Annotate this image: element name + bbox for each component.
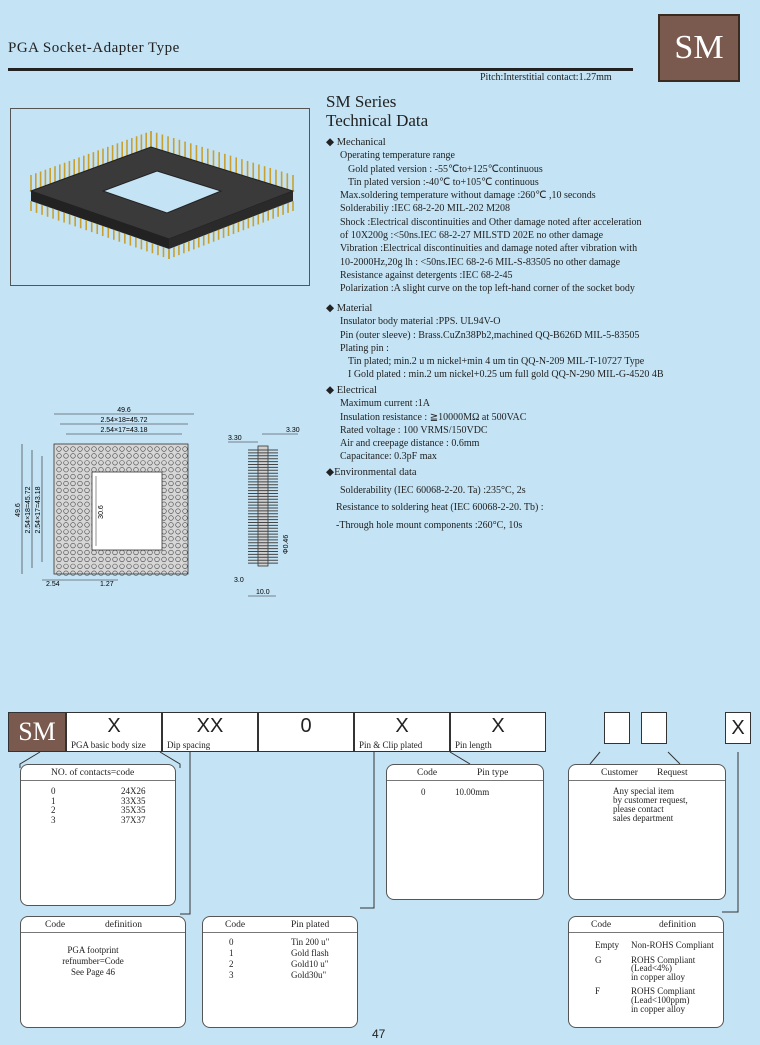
dim-side-bottom-2: 10.0 [256,589,270,596]
row-value: Gold10 u" [291,959,329,969]
mechanical-line: Max.soldering temperature without damage :260℃ ,10 seconds [340,190,596,202]
dim-side-pin: Φ0.46 [283,534,290,554]
customer-text [613,787,725,823]
mechanical-section [326,136,642,296]
row-code: F [595,986,601,997]
electrical-line: Maximum current :1A [340,398,430,410]
mechanical-line: Resistance against detergents :IEC 68-2-45 [340,269,513,281]
pin-type-panel [386,764,544,900]
electrical-line: Capacitance: 0.3pF max [340,451,437,463]
plating-h2: Pin plated [291,919,330,930]
dip-spacing-panel [20,916,186,1028]
row-code: 3 [229,970,234,980]
material-line: I Gold plated : min.2 um nickel+0.25 um full gold QQ-N-290 MIL-G-4520 4B [348,369,664,381]
text-line: by customer request, [613,795,688,805]
rohs-table [595,941,714,1019]
row-code: 3 [51,814,56,825]
pin-type-h1: Code [417,767,438,778]
row-code: 1 [229,948,234,958]
row-code: G [595,954,602,965]
dim-top-2: 2.54×18=45.72 [100,417,148,424]
row-code: 0 [51,786,56,796]
rohs-header [569,917,723,933]
dim-pitch-1: 2.54 [46,581,60,588]
page-number: 47 [372,1027,386,1041]
series-title [326,92,428,130]
mechanical-line: Polarization :A slight curve on the top left-hand corner of the socket body [340,283,635,295]
page-title: PGA Socket-Adapter Type [8,40,180,56]
material-section [326,302,664,382]
electrical-section [326,384,526,464]
rohs-option-box: X [725,712,751,744]
row-code: 2 [229,959,234,969]
contacts-panel [20,764,176,906]
series-title-line2: Technical Data [326,111,429,130]
series-badge: SM [658,14,740,82]
table-row [421,787,489,797]
table-row [229,970,329,981]
electrical-line: Insulation resistance : ≧10000MΩ at 500VAC [340,411,527,423]
dim-pitch-2: 1.27 [100,581,114,588]
environmental-section [326,464,544,534]
pitch-note: Pitch:Interstitial contact:1.27mm [480,72,612,83]
title-rule [8,68,633,71]
dip-text [21,945,185,978]
code-symbol: XX [196,715,224,737]
row-value: 10.00mm [455,787,490,797]
row-definition [631,941,714,956]
row-value: 24X26 [121,786,146,796]
table-row [229,948,329,959]
definition-line: in copper alloy [631,1003,685,1014]
row-value: 37X37 [121,814,146,825]
dip-h2: definition [105,919,142,930]
row-definition [631,956,714,988]
row-code: 2 [51,805,56,815]
front-view-drawing [8,400,218,600]
table-row [595,956,714,988]
mechanical-line: Gold plated version : -55℃to+125℃continuous [348,163,543,175]
definition-line: ROHS Compliant [631,986,696,997]
environmental-line: Solderability (IEC 60068-2-20. Ta) :235°C, 2s [340,484,526,496]
dim-top-1: 49.6 [117,407,131,414]
rohs-panel [568,916,724,1028]
material-heading-text: Material [336,303,373,314]
customer-header [569,765,725,781]
electrical-heading: ◆ Electrical [326,385,377,396]
text-line: sales department [613,813,674,823]
code-symbol: X [395,715,409,737]
electrical-line: Air and creepage distance : 0.6mm [340,438,480,450]
definition-line: Non-ROHS Compliant [631,940,714,950]
electrical-line: Rated voltage : 100 VRMS/150VDC [340,424,488,436]
rohs-h1: Code [591,919,612,930]
pga-socket-illustration [11,109,309,285]
row-value: 35X35 [121,805,146,815]
row-value: Tin 200 u" [291,937,330,947]
mechanical-line: Solderabiliy :IEC 68-2-20 MIL-202 M208 [340,203,510,215]
customer-h2: Request [657,767,688,778]
dim-side-bottom-1: 3.0 [234,577,244,584]
row-value: Gold flash [291,948,329,958]
rohs-h2: definition [659,919,696,930]
material-line: Tin plated; min.2 u m nickel+min 4 um tin QQ-N-209 MIL-T-10727 Type [348,356,645,368]
row-definition [631,987,714,1019]
mechanical-heading: ◆ Mechanical [326,137,386,148]
row-value: 33X35 [121,795,146,806]
material-line: Pin (outer sleeve) : Brass.CuZn38Pb2,machined QQ-B626D MIL-5-83505 [340,329,640,341]
dip-header [21,917,185,933]
material-heading: ◆ Material [326,303,373,314]
material-line: Plating pin : [340,342,389,354]
customer-h1: Customer [601,767,638,778]
mechanical-heading-text: Mechanical [336,137,386,148]
row-value: Gold30u" [291,970,327,980]
code-label: Pin length [455,740,492,750]
dim-top-3: 2.54×17=43.18 [100,427,148,434]
mechanical-line: Operating temperature range [340,150,455,162]
mechanical-line: of 10X200g :<50ns.IEC 68-2-27 MILSTD 202E no other damage [340,230,604,242]
environmental-line: Resistance to soldering heat (IEC 60068-2-20. Tb) : [336,502,544,513]
row-code: 0 [421,787,426,797]
dim-side-top-left: 3.30 [228,435,242,442]
contacts-table [51,787,146,825]
code-sm: SM [8,712,66,752]
code-symbol: X [107,715,121,737]
definition-line: in copper alloy [631,971,685,982]
text-line: See Page 46 [71,967,115,977]
plating-panel [202,916,358,1028]
text-line: please contact [613,804,664,814]
series-title-line1: SM Series [326,92,397,111]
mechanical-line: 10-2000Hz,20g lh : <50ns.IEC 68-2-6 MIL-S-83505 no other damage [340,256,621,268]
product-photo [10,108,310,286]
dip-h1: Code [45,919,66,930]
code-label: Dip spacing [167,740,211,750]
code-label: Pin & Clip plated [359,740,423,750]
pin-type-header [387,765,543,781]
code-label: PGA basic body size [71,740,146,750]
definition-line: ROHS Compliant [631,954,696,965]
plating-table [229,937,329,981]
table-row [229,959,329,970]
table-row [229,937,329,948]
electrical-heading-text: Electrical [336,385,377,396]
table-row [51,816,146,826]
contacts-panel-header: NO. of contacts=code [21,765,175,781]
mechanical-line: Shock :Electrical discontinuities and Other damage noted after acceleration [340,216,642,228]
material-line: Insulator body material :PPS. UL94V-O [340,316,501,328]
code-symbol: 0 [300,715,312,737]
environmental-line: -Through hole mount components :260°C, 10s [336,519,523,531]
pin-type-h2: Pin type [477,767,509,778]
definition-line: (Lead<100ppm) [631,994,690,1005]
customer-panel [568,764,726,900]
definition-line: (Lead<4%) [631,963,673,974]
dim-left-3: 2.54×17=43.18 [35,486,42,534]
text-line: PGA footprint [67,945,119,955]
dim-side-top-right: 3.30 [286,427,300,434]
plating-header [203,917,357,933]
environmental-heading: ◆Environmental data [326,467,417,478]
code-symbol: X [491,715,505,737]
text-line: refnumber=Code [62,956,124,966]
pin-type-table [421,787,489,797]
mechanical-line: Vibration :Electrical discontinuities and damage noted after vibration with [340,243,638,255]
dim-left-2: 2.54×18=45.72 [25,486,32,534]
environmental-heading-text: Environmental data [334,467,417,478]
row-code: 1 [51,795,56,806]
dim-left-1: 49.6 [15,503,22,517]
side-view-drawing [226,420,306,600]
row-code: Empty [595,940,619,950]
dim-window: 30.6 [98,505,105,519]
text-line: Any special item [613,786,674,796]
mechanical-line: Tin plated version :-40℃ to+105℃ continuous [348,176,539,188]
table-row [595,987,714,1019]
row-code: 0 [229,937,234,947]
table-row [595,941,714,956]
plating-h1: Code [225,919,246,930]
